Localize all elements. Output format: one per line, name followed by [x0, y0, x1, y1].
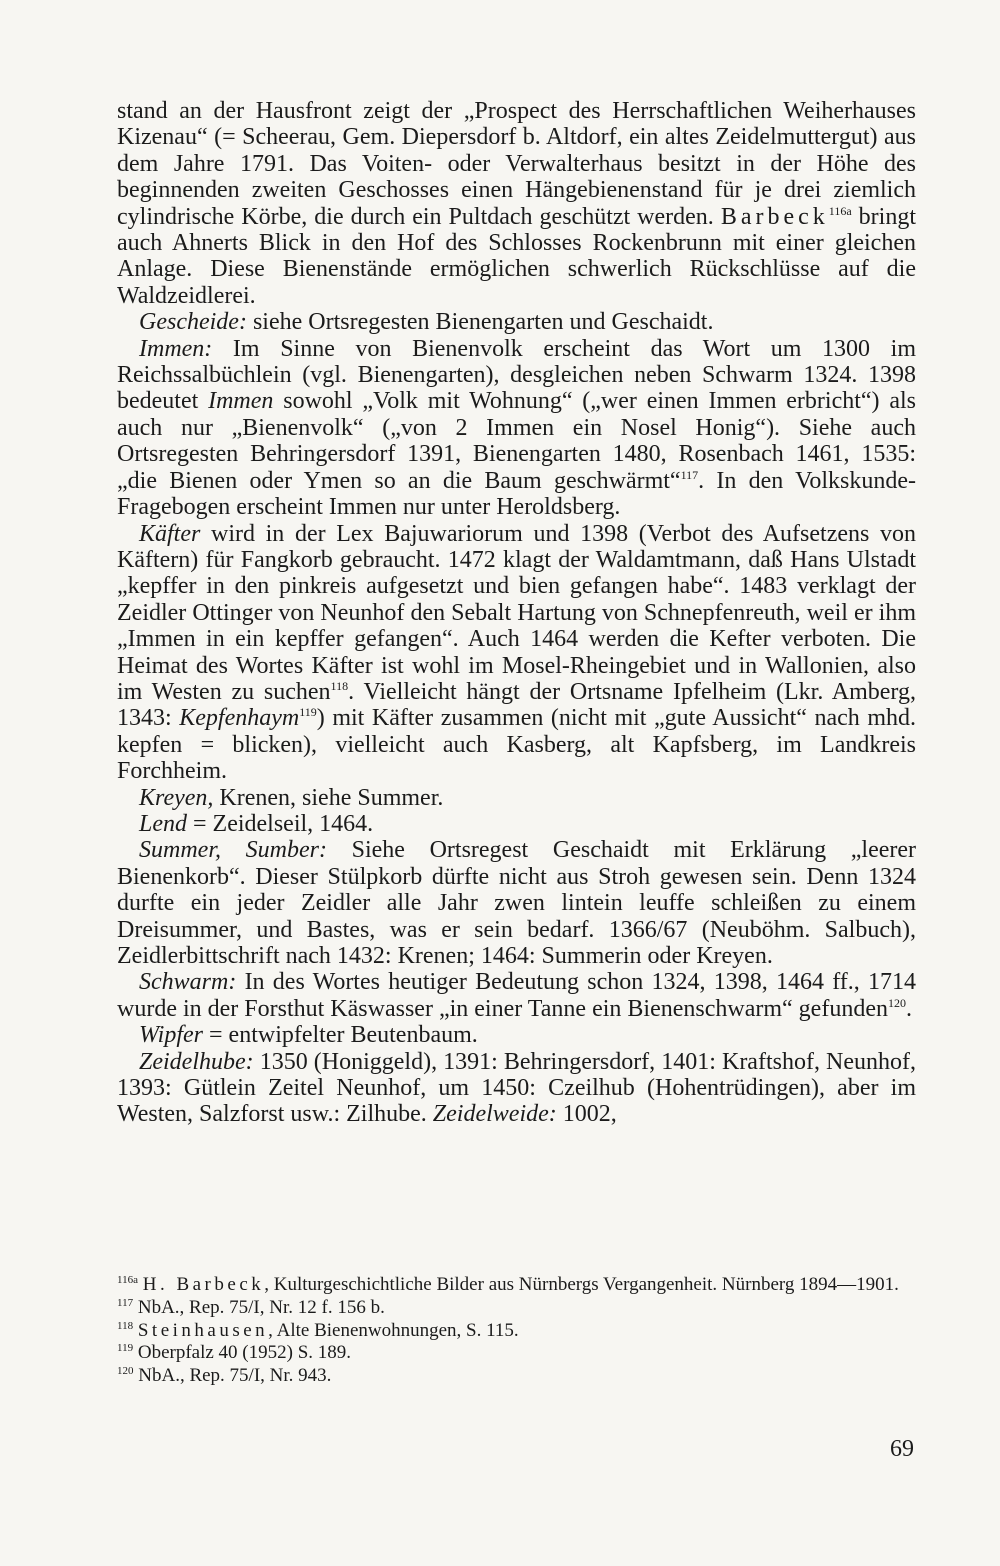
footnote-author: Steinhausen: [137, 1319, 269, 1341]
footnote-text: NbA., Rep. 75/I, Nr. 943.: [138, 1365, 332, 1387]
entry-immen: [117, 336, 916, 521]
entry-term: Zeidelweide:: [432, 1101, 557, 1128]
page-number: 69: [890, 1436, 914, 1462]
entry-kreyen: [117, 785, 916, 811]
main-text: [117, 98, 916, 1128]
italic-place-name: Kepfenhaym: [179, 705, 300, 732]
entry-lend: [117, 811, 916, 837]
entry-term: Summer, Sumber:: [139, 837, 327, 864]
footnote-mark: 119: [117, 1342, 134, 1355]
entry-text: wird in der Lex Bajuwariorum und 1398 (Verbot des Aufsetzens von Käftern) für Fangkorb gebraucht. 1472 klagt der Waldamtmann, daß Hans Ulstadt „kepffer in den pinkreis aufgesetzt und bien gefangen habe“. 1483 verklagt der Zeidler Ottinger von Neunhof den Sebalt Hartung von Schnepfenreuth, weil er ihm „Immen in ein kepffer gefangen“. Auch 1464 werden die Kefter verboten. Die Heimat des Wortes Käfter ist wohl im Mosel-Rheingebiet und in Wallonien, also im Westen zu suchen: [117, 520, 916, 705]
entry-text: = entwipfelter Beutenbaum.: [203, 1022, 478, 1049]
footnote: [117, 1342, 916, 1365]
entry-term: Kreyen,: [139, 784, 214, 811]
entry-zeidelhube: [117, 1049, 916, 1128]
footnote-ref: 117: [680, 467, 699, 482]
entry-schwarm: [117, 969, 916, 1022]
entry-text: In des Wortes heutiger Bedeutung schon 1324, 1398, 1464 ff., 1714 wurde in der Forsthut Käswasser „in einer Tanne ein Bienenschwarm“ gefunden: [117, 969, 916, 1022]
footnotes: [117, 1274, 916, 1388]
footnote: [117, 1365, 916, 1388]
footnote: [117, 1274, 916, 1297]
entry-text: sowohl „Volk mit Wohnung“ („wer einen Immen erbricht“) als auch nur „Bienenvolk“ („von 2 Immen ein Nosel Honig“). Siehe auch Ortsregesten Behringersdorf 1391, Bienengarten 1480, Rosenbach 1461, 1535: „die Bienen oder Ymen so an die Baum geschwärmt“: [117, 388, 917, 494]
entry-text: . In den Volkskunde-Fragebogen erscheint Immen nur unter Heroldsberg.: [117, 467, 916, 521]
entry-text: ) mit Käfter zusammen (nicht mit „gute Aussicht“ nach mhd. kepfen = blicken), vielleicht auch Kasberg, alt Kapfsberg, im Landkreis Forchheim.: [117, 705, 916, 785]
entry-text: siehe Ortsregesten Bienengarten und Geschaidt.: [246, 309, 714, 336]
entry-gescheide: [117, 309, 916, 335]
footnote-text: , Kulturgeschichtliche Bilder aus Nürnbergs Vergangenheit. Nürnberg 1894—1901.: [264, 1274, 899, 1295]
footnote-text: NbA., Rep. 75/I, Nr. 12 f. 156 b.: [137, 1296, 385, 1318]
paragraph-intro: [117, 98, 916, 309]
footnote-mark: 116a: [117, 1274, 138, 1286]
author-name: Barbeck: [720, 203, 829, 230]
footnote: [117, 1297, 916, 1320]
entry-term: Immen:: [139, 335, 213, 362]
text: bringt auch Ahnerts Blick in den Hof des Schlosses Rockenbrunn mit einer gleichen Anlage. Diese Bienenstände ermöglichen schwerlich Rückschlüsse auf die Waldzeidlerei.: [117, 203, 916, 309]
italic-term: Immen: [208, 388, 274, 415]
footnote-ref: 118: [330, 678, 349, 693]
entry-text: . Vielleicht hängt der Ortsname Ipfelheim (Lkr. Amberg, 1343:: [117, 678, 916, 732]
entry-text: = Zeidelseil, 1464.: [187, 810, 374, 837]
footnote-ref: 119: [299, 705, 317, 720]
entry-text: Krenen, siehe Summer.: [213, 784, 444, 811]
entry-term: Gescheide:: [139, 309, 247, 336]
entry-text: 1350 (Honiggeld), 1391: Behringersdorf, 1401: Kraftshof, Neunhof, 1393: Gütlein Zeitel Neunhof, um 1450: Czeilhub (Hohentrüdingen), aber im Westen, Salzforst usw.: Zilhube.: [117, 1048, 916, 1128]
entry-term: Käfter: [139, 520, 201, 547]
footnote-ref: 120: [887, 995, 906, 1010]
entry-term: Wipfer: [139, 1022, 203, 1049]
entry-term: Lend: [139, 810, 187, 837]
entry-text: Siehe Ortsregest Geschaidt mit Erklärung „leerer Bienenkorb“. Dieser Stülpkorb dürfte nicht aus Stroh gewesen sein. Denn 1324 durfte ein jeder Zeidler alle Jahr zwen lintein leuffe schleißen zu einem Dreisummer, und Bastes, was er sein bedarf. 1366/67 (Neuböhm. Salbuch), Zeidlerbittschrift nach 1432: Krenen; 1464: Summerin oder Kreyen.: [117, 837, 917, 969]
entry-text: .: [905, 995, 912, 1022]
footnote-author: H. Barbeck: [142, 1274, 265, 1295]
entry-term: Zeidelhube:: [139, 1048, 254, 1075]
footnote-mark: 118: [117, 1319, 134, 1332]
footnote-ref: 116a: [828, 203, 852, 218]
entry-summer: [117, 837, 916, 969]
footnote-text: , Alte Bienenwohnungen, S. 115.: [268, 1319, 519, 1341]
entry-wipfer: [117, 1022, 916, 1048]
text: stand an der Hausfront zeigt der „Prospect des Herrschaftlichen Weiherhauses Kizenau“ (= Scheerau, Gem. Diepersdorf b. Altdorf, ein altes Zeidelmuttergut) aus dem Jahre 1791. Das Voiten- oder Verwalterhaus besitzt in der Höhe des beginnenden zweiten Geschosses einen Hängebienenstand für je drei ziemlich cylindrische Körbe, die durch ein Pultdach geschützt werden.: [117, 98, 916, 230]
entry-text: 1002,: [556, 1101, 617, 1128]
footnote-text: Oberpfalz 40 (1952) S. 189.: [137, 1342, 352, 1364]
footnote: [117, 1320, 916, 1343]
footnote-mark: 120: [117, 1365, 134, 1378]
entry-text: Im Sinne von Bienenvolk erscheint das Wort um 1300 im Reichssalbüchlein (vgl. Bienengarten), desgleichen neben Schwarm 1324. 1398 bedeutet: [117, 335, 916, 415]
footnote-mark: 117: [117, 1296, 134, 1309]
entry-term: Schwarm:: [139, 969, 237, 996]
entry-kaefter: [117, 521, 916, 785]
